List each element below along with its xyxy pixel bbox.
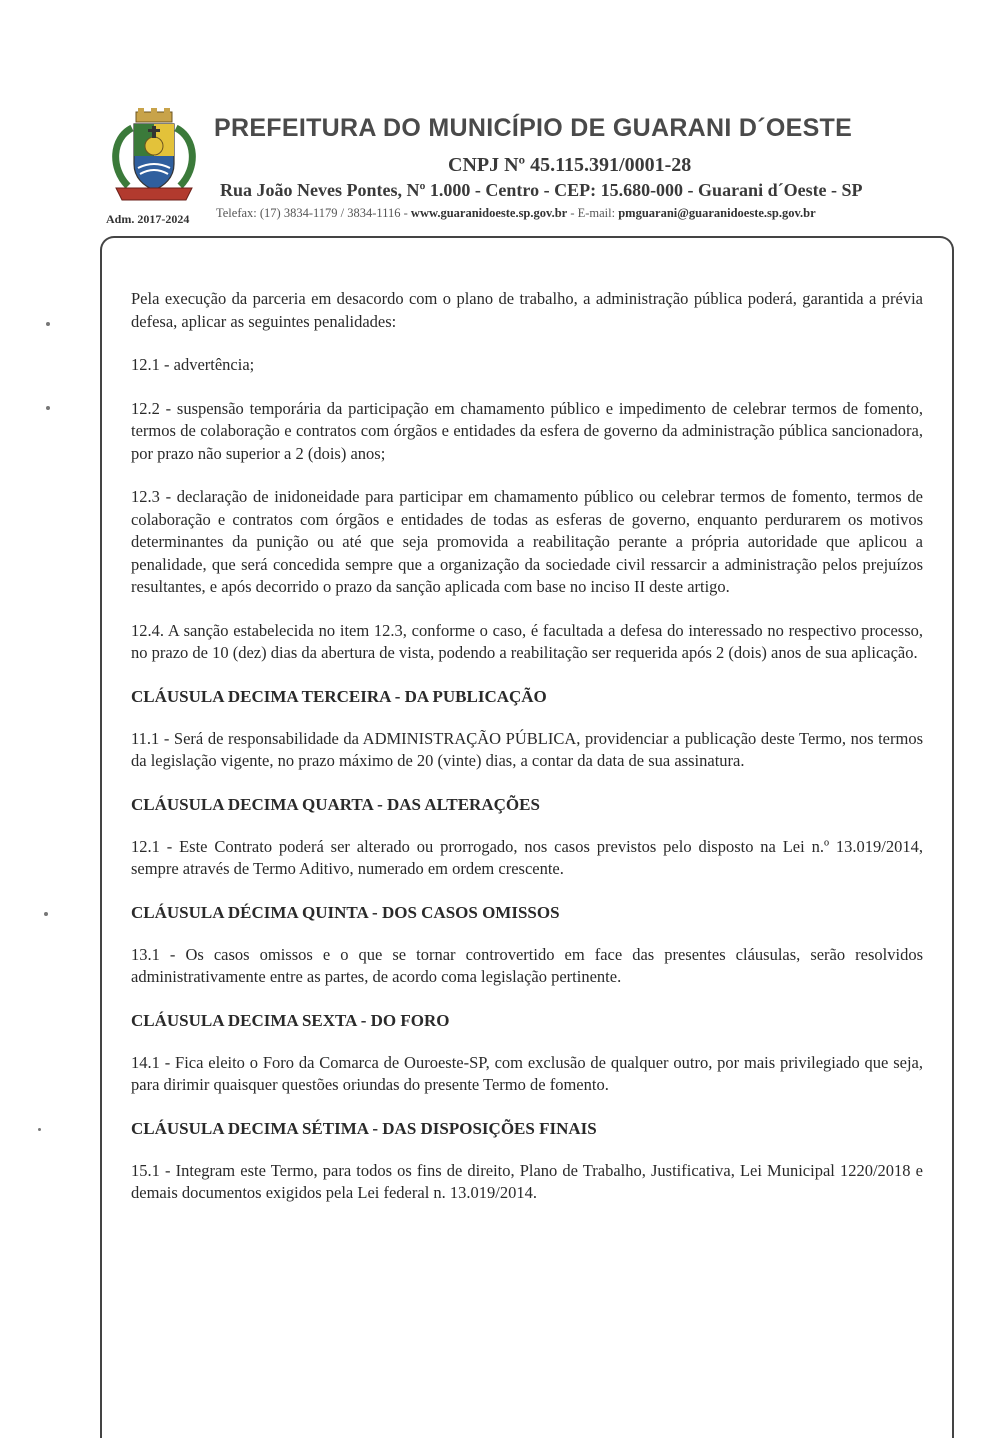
scan-speck xyxy=(46,406,50,410)
paragraph-penalties-intro: Pela execução da parceria em desacordo com o plano de trabalho, a administração pública poderá, garantida a prévia defesa, aplicar as seguintes penalidades: xyxy=(131,289,923,331)
scan-speck xyxy=(46,322,50,326)
heading-clause-15: CLÁUSULA DÉCIMA QUINTA - DOS CASOS OMISSOS xyxy=(131,902,560,922)
paragraph-12-1: 12.1 - advertência; xyxy=(131,355,255,374)
paragraph-15-1: 15.1 - Integram este Termo, para todos os fins de direito, Plano de Trabalho, Justificativa, Lei Municipal 1220/2018 e demais documentos exigidos pela Lei federal n. 13.019/2014. xyxy=(131,1160,923,1202)
paragraph-13-1: 13.1 - Os casos omissos e o que se tornar controvertido em face das presentes cláusulas, serão resolvidos administrativamente entre as partes, de acordo coma legislação pertinente. xyxy=(131,944,923,986)
paragraph-12-4: 12.4. A sanção estabelecida no item 12.3, conforme o caso, é facultada a defesa do interessado no respectivo processo, no prazo de 10 (dez) dias da abertura de vista, podendo a reabilitação ser requerida após 2 (dois) anos de sua aplicação. xyxy=(131,620,923,662)
website-link[interactable]: www.guaranidoeste.sp.gov.br xyxy=(410,206,568,220)
scan-speck xyxy=(38,1128,41,1131)
letterhead xyxy=(100,104,960,224)
paragraph-14-1: 14.1 - Fica eleito o Foro da Comarca de Ouroeste-SP, com exclusão de qualquer outro, por mais privilegiado que seja, para dirimir quaisquer questões oriundas do presente Termo de fomento. xyxy=(131,1052,923,1094)
email-link[interactable]: pmguarani@guaranidoeste.sp.gov.br xyxy=(618,206,816,220)
scan-speck xyxy=(44,912,48,916)
admin-period: Adm. 2017-2024 xyxy=(106,212,190,226)
paragraph-12-3: 12.3 - declaração de inidoneidade para participar em chamamento público ou celebrar termos de fomento, termos de colaboração e contratos com órgãos e entidades de todas as esferas de governo, enquanto perdurarem os motivos determinantes da punição ou até que seja promovida a reabilitação perante a própria autoridade que aplicou a penalidade, que será concedida sempre que a organização da sociedade civil ressarcir a administração pelos prejuízos resultantes, e após decorrido o prazo da sanção aplicada com base no inciso II deste artigo. xyxy=(131,487,923,596)
contact-line xyxy=(216,206,816,221)
paragraph-12-2: 12.2 - suspensão temporária da participação em chamamento público e impedimento de celebrar termos de fomento, termos de colaboração e contratos com órgãos e entidades da esfera de governo da administração pública sancionadora, por prazo não superior a 2 (dois) anos; xyxy=(131,398,923,463)
municipality-title: PREFEITURA DO MUNICÍPIO DE GUARANI D´OESTE xyxy=(214,114,853,142)
contact-phone: Telefax: (17) 3834-1179 / 3834-1116 - xyxy=(216,206,411,220)
heading-clause-14: CLÁUSULA DECIMA QUARTA - DAS ALTERAÇÕES xyxy=(131,794,540,814)
cnpj: CNPJ Nº 45.115.391/0001-28 xyxy=(448,154,692,176)
document-body xyxy=(131,288,923,1226)
paragraph-11-1: 11.1 - Será de responsabilidade da ADMINISTRAÇÃO PÚBLICA, providenciar a publicação deste Termo, nos termos da legislação vigente, no prazo máximo de 20 (vinte) dias, a contar da data de sua assinatura. xyxy=(131,728,923,770)
address: Rua João Neves Pontes, Nº 1.000 - Centro - CEP: 15.680-000 - Guarani d´Oeste - SP xyxy=(220,180,863,200)
heading-clause-17: CLÁUSULA DECIMA SÉTIMA - DAS DISPOSIÇÕES FINAIS xyxy=(131,1118,597,1138)
coat-of-arms-icon xyxy=(102,108,206,208)
paragraph-12-1-alteracoes: 12.1 - Este Contrato poderá ser alterado ou prorrogado, nos casos previstos pelo disposto na Lei n.º 13.019/2014, sempre através de Termo Aditivo, numerado em ordem crescente. xyxy=(131,836,923,878)
heading-clause-16: CLÁUSULA DECIMA SEXTA - DO FORO xyxy=(131,1010,450,1030)
heading-clause-13: CLÁUSULA DECIMA TERCEIRA - DA PUBLICAÇÃO xyxy=(131,686,547,706)
contact-email-label: - E-mail: xyxy=(567,206,619,220)
